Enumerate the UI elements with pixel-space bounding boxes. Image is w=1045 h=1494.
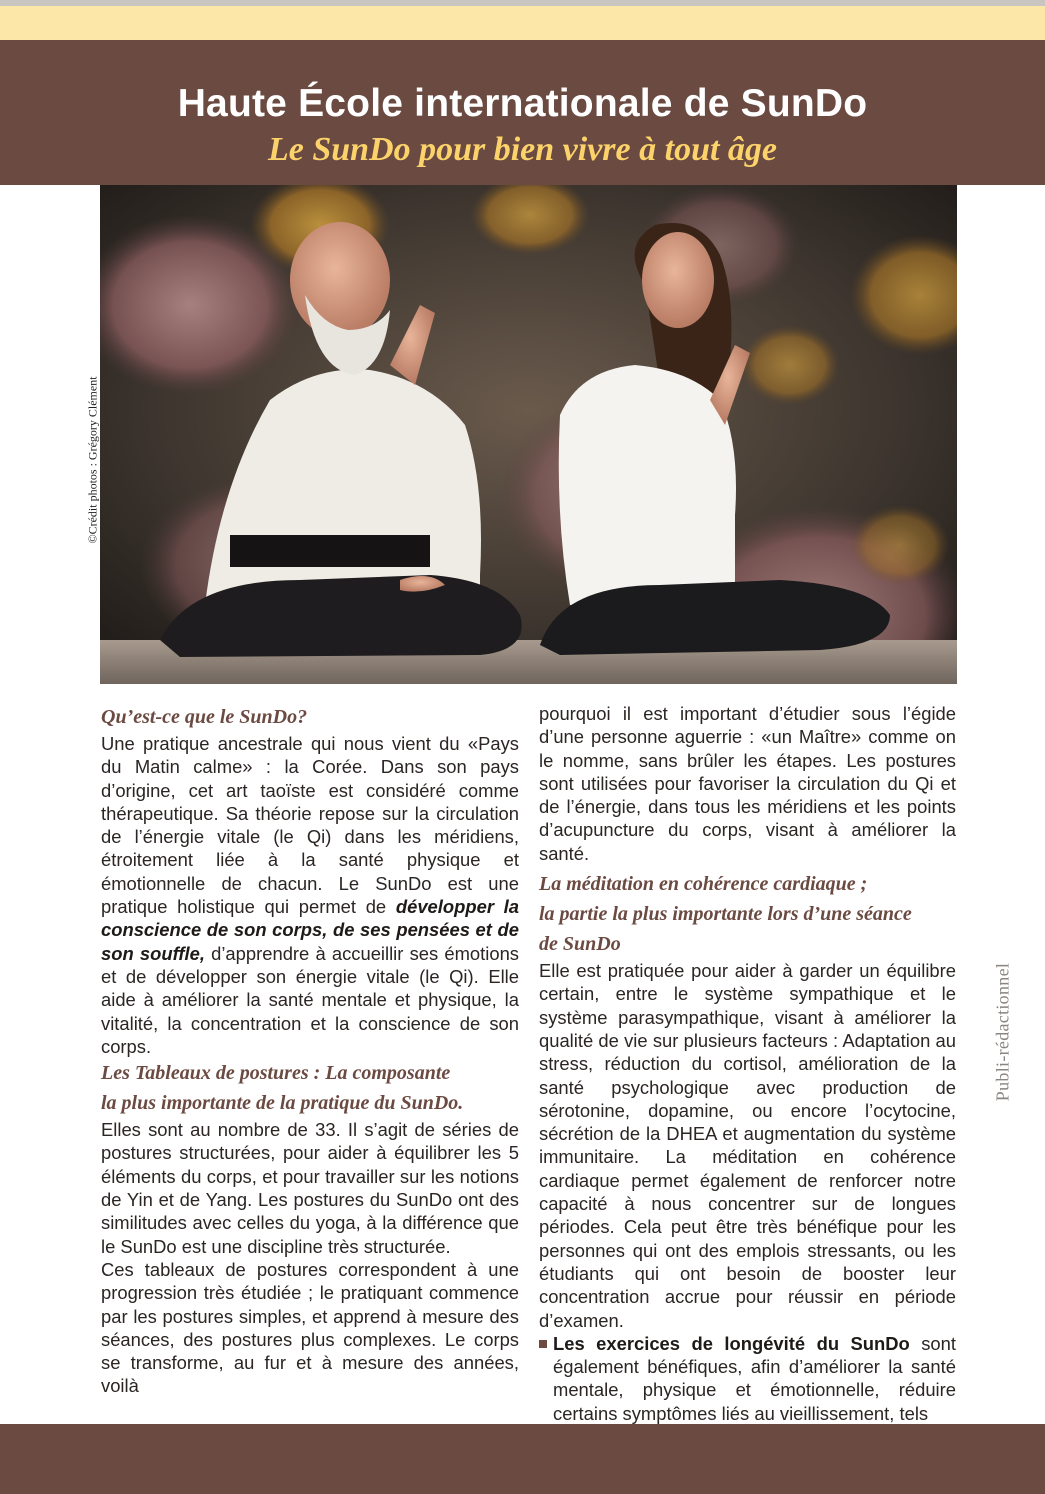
advertorial-label: Publi-rédactionnel — [992, 962, 1013, 1102]
bullet-square-icon — [539, 1340, 547, 1348]
section-heading-what-is-sundo: Qu’est-ce que le SunDo? — [101, 706, 308, 728]
meditation-heading-line1: La méditation en cohérence cardiaque ; — [539, 873, 868, 896]
postures-heading-line2: la plus importante de la pratique du SunDo. — [101, 1092, 464, 1115]
postures-heading-line1: Les Tableaux de postures : La composante — [101, 1062, 451, 1085]
meditation-photo — [100, 185, 957, 684]
longevity-bullet — [539, 1332, 956, 1425]
continued-paragraph: pourquoi il est important d’étudier sous l’égide d’une personne aguerrie : «un Maître» comme on le nomme, sans brûler les étapes. Les postures sont utilisées pour favoriser la circulation du Qi et de l’énergie, dans tous les méridiens et les points d’acupuncture du corps, visant à améliorer la santé. — [539, 703, 956, 864]
meditation-heading-line3: de SunDo — [539, 933, 621, 956]
top-color-band — [0, 6, 1045, 40]
left-column — [101, 702, 519, 1398]
postures-paragraph: Elles sont au nombre de 33. Il s’agit de séries de postures structurées, pour aider à équilibrer les 5 éléments du corps, et pour travailler sur les notions de Yin et de Yang. Les postures du SunDo ont des similitudes avec celles du yoga, à la différence que le SunDo est une discipline très structurée. — [101, 1119, 519, 1257]
meditation-heading-line2: la partie la plus importante lors d’une séance — [539, 903, 912, 926]
page-subtitle: Le SunDo pour bien vivre à tout âge — [267, 131, 778, 168]
right-column — [539, 702, 956, 1425]
longevity-bullet-bold: Les exercices de longévité du SunDo — [553, 1332, 910, 1354]
meditation-paragraph: Elle est pratiquée pour aider à garder un équilibre certain, entre le système sympathique et le système parasympathique, visant à améliorer la qualité de vie sur plusieurs facteurs : Adaptation au stress, réduction du cortisol, amélioration de la santé psychologique avec production de sérotonine, dopamine, ou encore l’ocytocine, sécrétion de la DHEA et augmentation du système immunitaire. La méditation en cohérence cardiaque permet également de renforcer notre capacité à nous concentrer sur de longues périodes. Cela peut être très bénéfique pour les personnes qui ont des emplois stressants, ou les étudiants qui ont besoin de booster leur concentration accrue pour réussir en période d’examen. — [539, 960, 956, 1331]
intro-text-b: d’apprendre à accueillir ses émotions et de développer son énergie vitale (le Qi). Elle aide à améliorer la santé mentale et physique, la vitalité, la concentration et la conscience de son corps. — [101, 942, 519, 1057]
longevity-bullet-text: sont également bénéfiques, afin d’améliorer la santé mentale, physique et émotionnelle, réduire certains symptômes liés au vieillissement, tels — [553, 1332, 956, 1424]
progression-paragraph: Ces tableaux de postures correspondent à une progression très étudiée ; le pratiquant commence par les postures simples, et apprend à mesure des séances, des postures plus complexes. Le corps se transforme, au fur et à mesure des années, voilà — [101, 1258, 519, 1397]
intro-paragraph — [101, 732, 519, 1058]
section-heading-meditation — [539, 869, 956, 959]
intro-text-a: Une pratique ancestrale qui nous vient du «Pays du Matin calme» : la Corée. Dans son pays d’origine, cet art taoïste est considéré comme thérapeutique. Sa théorie repose sur la circulation de l’énergie vitale (le Qi) dans les méridiens, étroitement liée à la santé physique et émotionnelle de chacun. Le SunDo est une pratique holistique qui permet de — [101, 733, 519, 918]
intro-highlight: développer la conscience de son corps, de ses pensées et de son souffle, — [101, 896, 520, 964]
photo-credit: ©Crédit photos : Grégory Clément — [85, 376, 100, 544]
section-heading-postures — [101, 1058, 519, 1118]
page-footer-band — [0, 1424, 1045, 1494]
page-title: Haute École internationale de SunDo — [177, 82, 868, 125]
page-header — [0, 40, 1045, 185]
